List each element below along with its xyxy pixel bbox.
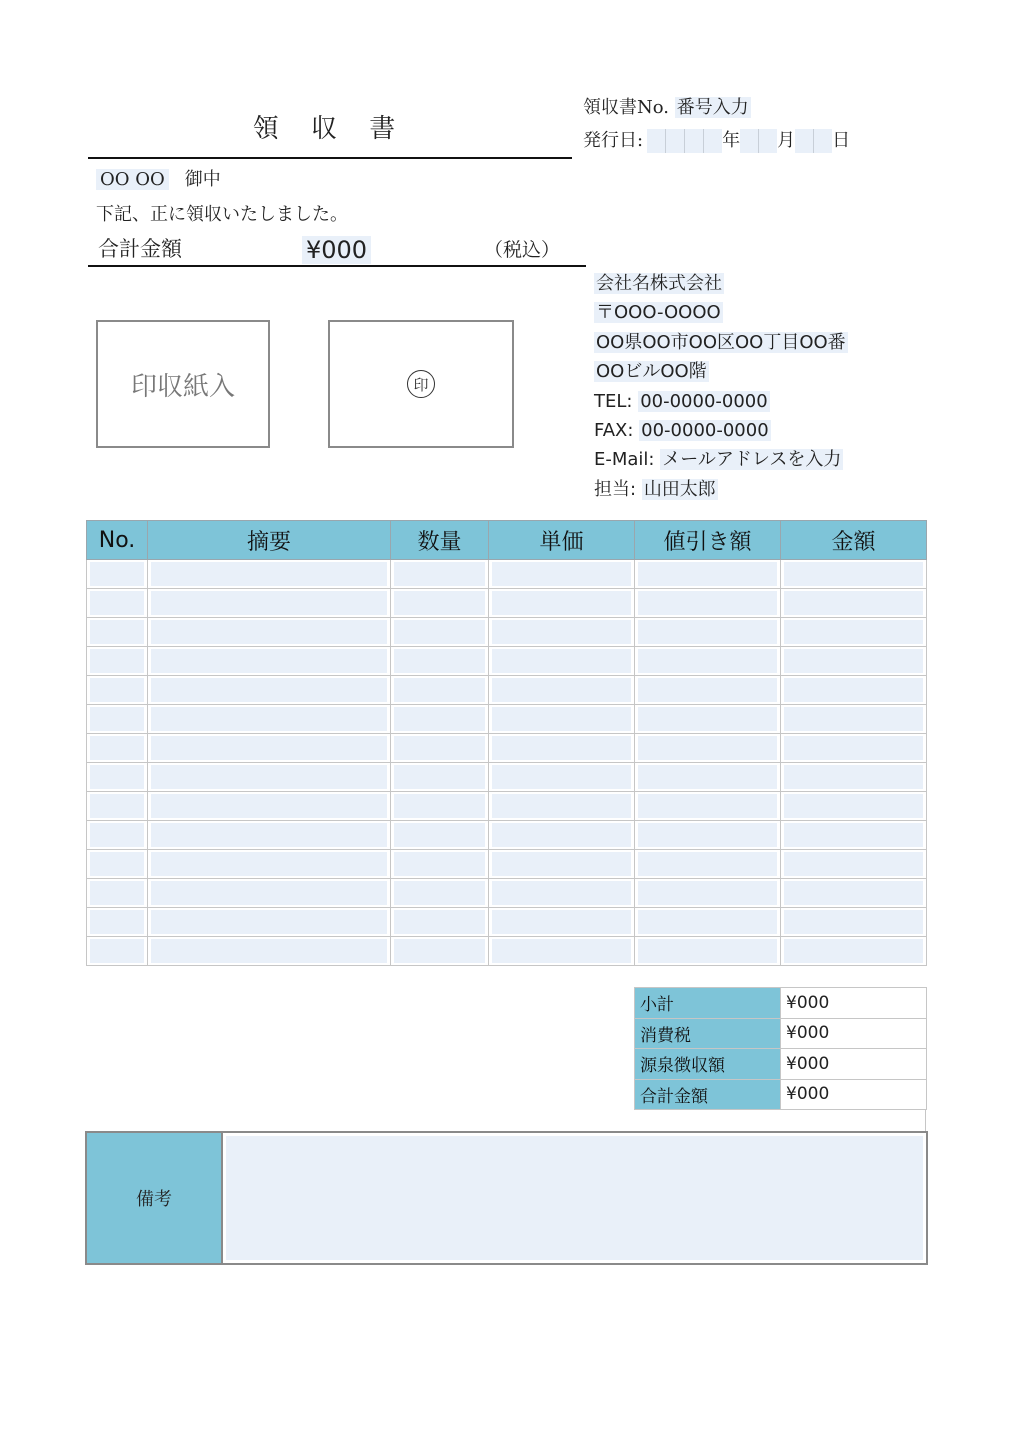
- cell-no[interactable]: [87, 821, 148, 850]
- day-suffix: 日: [832, 130, 851, 151]
- table-row: [87, 763, 927, 792]
- table-row: [87, 821, 927, 850]
- email-label: E-Mail:: [594, 449, 655, 471]
- remarks-label: 備考: [87, 1133, 223, 1263]
- cell-quantity[interactable]: [391, 763, 489, 792]
- remarks-input[interactable]: [226, 1136, 923, 1260]
- tel-value[interactable]: 00-0000-0000: [640, 390, 768, 412]
- cell-amount[interactable]: [781, 676, 927, 705]
- cell-amount[interactable]: [781, 734, 927, 763]
- cell-description[interactable]: [148, 850, 391, 879]
- cell-description[interactable]: [148, 705, 391, 734]
- cell-unit-price[interactable]: [489, 676, 635, 705]
- cell-unit-price[interactable]: [489, 908, 635, 937]
- cell-unit-price[interactable]: [489, 589, 635, 618]
- cell-amount[interactable]: [781, 560, 927, 589]
- cell-no[interactable]: [87, 850, 148, 879]
- cell-no[interactable]: [87, 734, 148, 763]
- receipt-number-input[interactable]: 番号入力: [676, 97, 749, 118]
- cell-description[interactable]: [148, 560, 391, 589]
- cell-discount[interactable]: [635, 850, 781, 879]
- cell-quantity[interactable]: [391, 618, 489, 647]
- cell-unit-price[interactable]: [489, 560, 635, 589]
- day-input[interactable]: [795, 129, 832, 153]
- issue-date-label: 発行日:: [583, 130, 644, 151]
- cell-no[interactable]: [87, 908, 148, 937]
- cell-amount[interactable]: [781, 821, 927, 850]
- cell-description[interactable]: [148, 879, 391, 908]
- cell-amount[interactable]: [781, 589, 927, 618]
- cell-discount[interactable]: [635, 821, 781, 850]
- cell-description[interactable]: [148, 734, 391, 763]
- table-row: [87, 647, 927, 676]
- remarks-section: [85, 1131, 928, 1265]
- table-row: [87, 937, 927, 966]
- cell-quantity[interactable]: [391, 821, 489, 850]
- cell-quantity[interactable]: [391, 676, 489, 705]
- cell-unit-price[interactable]: [489, 763, 635, 792]
- table-row: [87, 560, 927, 589]
- cell-amount[interactable]: [781, 792, 927, 821]
- cell-quantity[interactable]: [391, 647, 489, 676]
- recipient-name-input[interactable]: OO OO: [96, 169, 169, 190]
- cell-unit-price[interactable]: [489, 879, 635, 908]
- seal-icon: 印: [407, 370, 435, 398]
- subtotal-label: 小計: [635, 988, 781, 1019]
- cell-amount[interactable]: [781, 879, 927, 908]
- col-header-unit-price: 単価: [489, 521, 635, 560]
- cell-no[interactable]: [87, 937, 148, 966]
- cell-description[interactable]: [148, 618, 391, 647]
- cell-no[interactable]: [87, 676, 148, 705]
- items-body: [87, 560, 927, 966]
- cell-quantity[interactable]: [391, 792, 489, 821]
- cell-discount[interactable]: [635, 589, 781, 618]
- revenue-stamp-box: [96, 320, 270, 448]
- cell-unit-price[interactable]: [489, 647, 635, 676]
- company-address[interactable]: OO県OO市OO区OO丁目OO番: [596, 331, 846, 353]
- total-amount-label: 合計金額: [98, 237, 182, 261]
- cell-amount[interactable]: [781, 647, 927, 676]
- seal-box: [328, 320, 514, 448]
- month-suffix: 月: [777, 130, 796, 151]
- contact-value[interactable]: 山田太郎: [643, 478, 716, 500]
- subtotal-value[interactable]: ¥000: [781, 988, 927, 1019]
- cell-unit-price[interactable]: [489, 618, 635, 647]
- cell-quantity[interactable]: [391, 908, 489, 937]
- total-amount-value[interactable]: ¥000: [302, 236, 371, 264]
- cell-discount[interactable]: [635, 908, 781, 937]
- summary-divider: [925, 1109, 926, 1131]
- month-input[interactable]: [740, 129, 777, 153]
- summary-row-consumption-tax: [635, 1018, 927, 1049]
- cell-discount[interactable]: [635, 792, 781, 821]
- consumption-tax-value[interactable]: ¥000: [781, 1018, 927, 1049]
- withholding-label: 源泉徴収額: [635, 1049, 781, 1080]
- cell-discount[interactable]: [635, 560, 781, 589]
- cell-amount[interactable]: [781, 850, 927, 879]
- cell-discount[interactable]: [635, 937, 781, 966]
- table-row: [87, 879, 927, 908]
- cell-unit-price[interactable]: [489, 937, 635, 966]
- items-header-row: [87, 521, 927, 560]
- cell-quantity[interactable]: [391, 589, 489, 618]
- cell-description[interactable]: [148, 937, 391, 966]
- revenue-stamp-label: 印収紙入: [130, 371, 235, 402]
- cell-description[interactable]: [148, 908, 391, 937]
- cell-no[interactable]: [87, 705, 148, 734]
- cell-quantity[interactable]: [391, 850, 489, 879]
- cell-discount[interactable]: [635, 618, 781, 647]
- recipient: [96, 168, 221, 192]
- cell-quantity[interactable]: [391, 734, 489, 763]
- cell-discount[interactable]: [635, 705, 781, 734]
- cell-no[interactable]: [87, 589, 148, 618]
- tax-included-note: （税込）: [484, 239, 561, 261]
- table-row: [87, 850, 927, 879]
- tel-label: TEL:: [594, 390, 633, 412]
- cell-discount[interactable]: [635, 879, 781, 908]
- table-row: [87, 705, 927, 734]
- company-info: [594, 269, 848, 504]
- table-row: [87, 618, 927, 647]
- cell-description[interactable]: [148, 589, 391, 618]
- summary-table: [634, 987, 927, 1110]
- cell-no[interactable]: [87, 763, 148, 792]
- cell-quantity[interactable]: [391, 879, 489, 908]
- title-underline: [88, 157, 572, 159]
- items-table: [86, 520, 927, 966]
- cell-amount[interactable]: [781, 937, 927, 966]
- total-underline: [88, 265, 586, 267]
- cell-unit-price[interactable]: [489, 792, 635, 821]
- cell-no[interactable]: [87, 618, 148, 647]
- cell-discount[interactable]: [635, 763, 781, 792]
- receipt-number-label: 領収書No.: [583, 97, 669, 118]
- year-suffix: 年: [722, 130, 741, 151]
- company-postal[interactable]: 〒OOO-OOOO: [596, 302, 721, 324]
- col-header-discount: 値引き額: [635, 521, 781, 560]
- summary-row-subtotal: [635, 988, 927, 1019]
- cell-discount[interactable]: [635, 647, 781, 676]
- cell-unit-price[interactable]: [489, 705, 635, 734]
- cell-discount[interactable]: [635, 676, 781, 705]
- cell-no[interactable]: [87, 560, 148, 589]
- col-header-description: 摘要: [148, 521, 391, 560]
- summary-row-total: [635, 1079, 927, 1110]
- cell-amount[interactable]: [781, 908, 927, 937]
- grand-total-label: 合計金額: [635, 1079, 781, 1110]
- cell-description[interactable]: [148, 792, 391, 821]
- cell-quantity[interactable]: [391, 560, 489, 589]
- table-row: [87, 734, 927, 763]
- cell-description[interactable]: [148, 676, 391, 705]
- cell-quantity[interactable]: [391, 705, 489, 734]
- email-value[interactable]: メールアドレスを入力: [662, 449, 842, 471]
- fax-label: FAX:: [594, 419, 634, 441]
- col-header-amount: 金額: [781, 521, 927, 560]
- issue-date: [583, 128, 850, 154]
- cell-amount[interactable]: [781, 705, 927, 734]
- document-title: 領 収 書: [252, 114, 408, 144]
- contact-label: 担当:: [594, 478, 637, 500]
- cell-no[interactable]: [87, 879, 148, 908]
- cell-amount[interactable]: [781, 763, 927, 792]
- table-row: [87, 676, 927, 705]
- cell-unit-price[interactable]: [489, 821, 635, 850]
- cell-description[interactable]: [148, 763, 391, 792]
- received-statement: 下記、正に領収いたしました。: [96, 204, 348, 225]
- fax-value[interactable]: 00-0000-0000: [641, 419, 769, 441]
- year-input[interactable]: [647, 129, 722, 153]
- table-row: [87, 908, 927, 937]
- col-header-quantity: 数量: [391, 521, 489, 560]
- cell-unit-price[interactable]: [489, 734, 635, 763]
- company-building[interactable]: OOビルOO階: [596, 361, 707, 383]
- cell-quantity[interactable]: [391, 937, 489, 966]
- table-row: [87, 589, 927, 618]
- cell-amount[interactable]: [781, 618, 927, 647]
- cell-description[interactable]: [148, 821, 391, 850]
- honorific: 御中: [184, 169, 221, 190]
- cell-description[interactable]: [148, 647, 391, 676]
- cell-no[interactable]: [87, 647, 148, 676]
- summary-row-withholding: [635, 1049, 927, 1080]
- cell-no[interactable]: [87, 792, 148, 821]
- table-row: [87, 792, 927, 821]
- receipt-number: [583, 96, 751, 120]
- grand-total-value[interactable]: ¥000: [781, 1079, 927, 1110]
- consumption-tax-label: 消費税: [635, 1018, 781, 1049]
- cell-discount[interactable]: [635, 734, 781, 763]
- col-header-no: No.: [87, 521, 148, 560]
- cell-unit-price[interactable]: [489, 850, 635, 879]
- withholding-value[interactable]: ¥000: [781, 1049, 927, 1080]
- company-name[interactable]: 会社名株式会社: [596, 273, 722, 294]
